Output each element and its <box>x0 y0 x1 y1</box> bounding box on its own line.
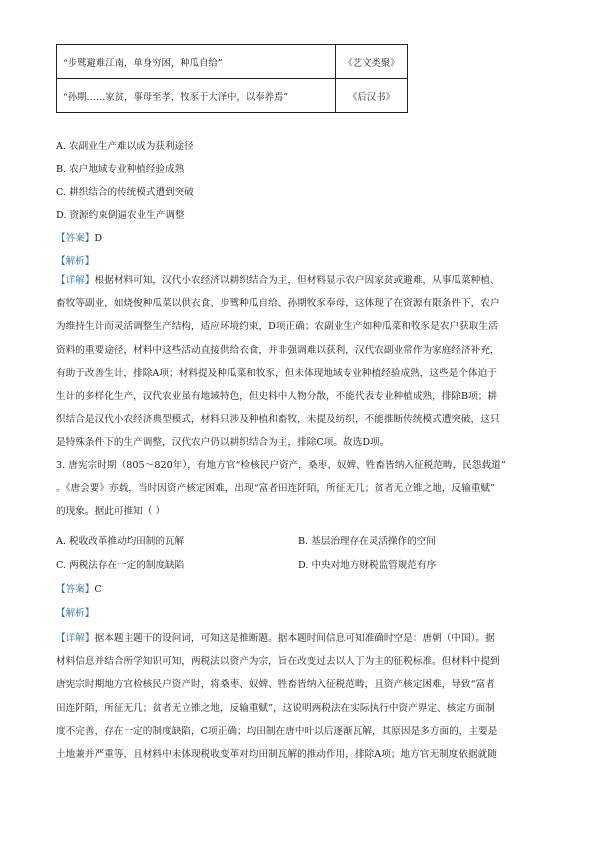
detail-line: 田连阡陌，所征无几；贫者无立锥之地，反输重赋”，这说明两税法在实际执行中资产界定、核定方面制 <box>56 702 495 714</box>
analysis-tag: 【解析】 <box>56 256 95 267</box>
detail-line: 为维持生计而灵活调整生产结构，适应环境约束，D项正确；农副业生产如种瓜菜和牧豕是农户获取生活 <box>56 321 498 333</box>
table-row <box>57 45 408 79</box>
q3-option-c: C. 两税法存在一定的制度缺陷 <box>56 560 185 571</box>
answer-value: D <box>94 233 103 244</box>
analysis-tag: 【解析】 <box>56 608 95 619</box>
q3-option-d: D. 中央对地方财税监管规范有序 <box>298 560 437 571</box>
stem-line: 。《唐会要》亦载，当时因资产核定困难，出现“富者田连阡陌，所征无几；贫者无立锥之地，反输重赋” <box>56 483 496 495</box>
q3-detail <box>56 627 542 766</box>
detail-line: 土地兼并严重等，且材料中未体现税收变革对均田制瓦解的推动作用，排除A项；地方官无制度依据就随 <box>56 749 497 761</box>
detail-line: 度不完善，存在一定的制度缺陷，C项正确；均田制在唐中叶以后逐渐瓦解，其原因是多方面的，主要是 <box>56 725 498 737</box>
quote-cell: “孙期……家贫，事母至孝，牧豕于大泽中，以奉养焉” <box>57 79 336 113</box>
answer-tag: 【答案】 <box>56 584 95 595</box>
detail-line: 有助于改善生计，排除A项；材料提及种瓜菜和牧豕，但未体现地域专业种植经验成熟，这些是个体迫于 <box>56 367 497 379</box>
q2-option-d: D. 资源约束倒逼农业生产调整 <box>56 210 185 221</box>
detail-line: 是特殊条件下的生产调整，汉代农户仍以耕织结合为主，排除C项。故选D项。 <box>56 437 390 449</box>
answer-tag: 【答案】 <box>56 233 95 244</box>
q3-stem <box>56 454 542 524</box>
q2-answer <box>56 232 102 246</box>
q3-option-a: A. 税收改革推动均田制的瓦解 <box>56 536 185 547</box>
table-row <box>57 79 408 113</box>
answer-value: C <box>94 584 102 595</box>
detail-line: 资料的重要途径，材料中这些活动直接供给衣食，并非强调难以获利，汉代农副业常作为家庭经济补充， <box>56 344 500 356</box>
detail-tag: 【详解】 <box>56 633 95 644</box>
detail-line: 【详解】根据材料可知，汉代小农经济以耕织结合为主，但材料显示农户因家贫或避难，从事瓜菜种植、 <box>56 275 500 286</box>
detail-line: 唐宪宗时期地方官检核民户资产时，将桑枣、奴婢、牲畜皆纳入征税范畴，且资产核定困难，导致“富者 <box>56 679 495 691</box>
q2-option-b: B. 农户地域专业种植经验成熟 <box>56 164 185 175</box>
detail-line: 【详解】据本题主题干的设问词，可知这是推断题。据本题时间信息可知准确时空是：唐朝（中国）。据 <box>56 633 495 644</box>
q2-option-a: A. 农副业生产难以成为获利途径 <box>56 141 194 152</box>
q2-option-c: C. 耕织结合的传统模式遭到突破 <box>56 187 194 198</box>
q2-analysis-tag <box>56 255 94 269</box>
source-cell: 《后汉书》 <box>336 79 408 113</box>
detail-line: 材料信息并结合所学知识可知，两税法以资产为宗，旨在改变过去以人丁为主的征税标准。但材料中提到 <box>56 656 500 668</box>
detail-line: 生计的多样化生产，汉代农业虽有地域特色，但史料中人物分散，不能代表专业种植成熟，排除B项；耕 <box>56 391 498 403</box>
q3-analysis-tag <box>56 607 94 621</box>
q3-option-b: B. 基层治理存在灵活操作的空间 <box>298 536 436 547</box>
q3-answer <box>56 583 102 597</box>
detail-line: 畜牧等副业，如烧俊种瓜菜以供衣食、步骘种瓜自给、孙期牧豕奉母，这体现了在资源有限条件下，农户 <box>56 298 500 310</box>
stem-line: 3. 唐宪宗时期（805～820年），有地方官“检核民户资产，桑枣、奴婢、牲畜皆纳入征税范畴，民怨载道” <box>56 460 506 471</box>
detail-line: 织结合是汉代小农经济典型模式，材料只涉及种植和畜牧，未提及纺织，不能推断传统模式遭突破，这只 <box>56 414 500 426</box>
source-cell: 《艺文类聚》 <box>336 45 408 79</box>
source-table <box>56 44 408 113</box>
detail-tag: 【详解】 <box>56 275 95 286</box>
stem-line: 的现象。据此可推知（ ） <box>56 506 166 518</box>
q2-detail <box>56 269 542 455</box>
quote-cell: “步骘避难江南，单身穷困，种瓜自给” <box>57 45 336 79</box>
